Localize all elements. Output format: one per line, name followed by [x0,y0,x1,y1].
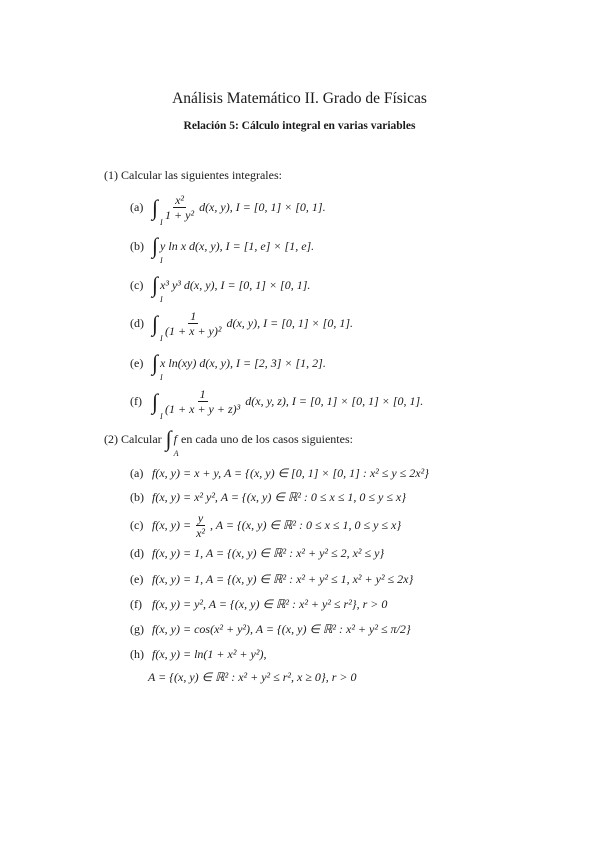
q2-item-h-continuation [148,670,356,685]
q2-heading-pre: (2) Calcular [104,431,162,446]
q1-item-label: (c) [130,277,144,292]
question-2-heading [104,426,353,458]
q1-item-text: d(x, y), I = [0, 1] × [0, 1]. [226,316,353,330]
fraction: $\frac{\text{x²}}{\text{1 + y²}}$ [165,193,195,222]
integral-sign: ∫ I [152,272,163,304]
q1-item-f [130,387,424,421]
q2-item-g [130,622,411,637]
page-subtitle: Relación 5: Cálculo integral en varias variables [183,120,416,132]
q1-item-d [130,309,353,343]
integral-sign: ∫ I [152,350,163,382]
q2-item-text: f(x, y) = y², A = {(x, y) ∈ ℝ² : x² + y² ≤ r²}, r > 0 [152,597,388,611]
q2-item-text: f(x, y) = [152,518,192,532]
q2-item-label: (a) [130,466,144,480]
q2-item-b [130,490,406,505]
q2-item-text: A = {(x, y) ∈ ℝ² : x² + y² ≤ r², x ≥ 0}, r > 0 [148,670,357,684]
q1-item-text: y ln x d(x, y), I = [1, e] × [1, e]. [160,238,315,253]
q2-item-label: (g) [130,622,144,636]
q1-item-label: (e) [130,355,144,370]
q2-item-label: (b) [130,490,144,504]
q1-item-text: d(x, y, z), I = [0, 1] × [0, 1] × [0, 1]. [245,394,424,408]
q2-item-e [130,572,413,587]
fraction: $\frac{1}{\text{(1 + x + y)²}}$ [165,309,222,338]
q1-item-label: (d) [130,316,144,330]
q2-heading-post: en cada uno de los casos siguientes: [181,431,353,446]
question-1-heading: (1) Calcular las siguientes integrales: [104,168,282,182]
q2-item-text: , A = {(x, y) ∈ ℝ² : 0 ≤ x ≤ 1, 0 ≤ y ≤ x} [210,518,402,532]
q2-item-h [130,647,266,662]
integral-sign: ∫ I [152,310,163,343]
q1-item-c [130,272,311,304]
q1-item-b [130,233,315,265]
q2-item-text: f(x, y) = 1, A = {(x, y) ∈ ℝ² : x² + y² ≤ 2, x² ≤ y} [152,546,385,560]
q2-item-text: f(x, y) = x² y², A = {(x, y) ∈ ℝ² : 0 ≤ x ≤ 1, 0 ≤ y ≤ x} [152,490,407,504]
q2-item-a [130,466,429,481]
q2-item-label: (c) [130,518,144,532]
integral-sign: ∫ A [165,426,179,458]
q2-item-c [130,511,401,540]
q2-item-label: (d) [130,546,144,560]
q2-item-text: f(x, y) = ln(1 + x² + y²), [152,647,267,661]
integral-sign: ∫ I [152,233,163,265]
q2-item-text: f(x, y) = cos(x² + y²), A = {(x, y) ∈ ℝ² : x² + y² ≤ π/2} [152,622,411,636]
q2-item-text: f(x, y) = 1, A = {(x, y) ∈ ℝ² : x² + y² ≤ 1, x² + y² ≤ 2x} [152,572,414,586]
fraction: $\frac{1}{\text{(1 + x + y + z)³}}$ [165,387,241,416]
q2-item-label: (e) [130,572,144,586]
q1-item-text: d(x, y), I = [0, 1] × [0, 1]. [199,200,326,214]
q2-item-label: (f) [130,597,142,611]
integral-sign: ∫ I [152,388,163,421]
q2-item-text: f(x, y) = x + y, A = {(x, y) ∈ [0, 1] × [0, 1] : x² ≤ y ≤ 2x²} [152,466,429,480]
integral-sign: ∫ I [152,194,163,227]
q2-item-d [130,546,384,561]
q1-item-text: x ln(xy) d(x, y), I = [2, 3] × [1, 2]. [160,355,326,370]
page-title: Análisis Matemático II. Grado de Físicas [172,90,427,107]
q1-item-a [130,193,326,227]
q2-item-label: (h) [130,647,144,661]
q1-item-label: (f) [130,394,142,408]
q2-heading-f: f [173,431,178,446]
q1-item-e [130,350,326,382]
fraction: $\frac{y}{\text{x²}}$ [196,511,206,540]
q1-item-label: (a) [130,200,144,214]
q2-item-f [130,597,387,612]
q1-item-label: (b) [130,238,144,253]
q1-item-text: x³ y³ d(x, y), I = [0, 1] × [0, 1]. [160,277,311,292]
